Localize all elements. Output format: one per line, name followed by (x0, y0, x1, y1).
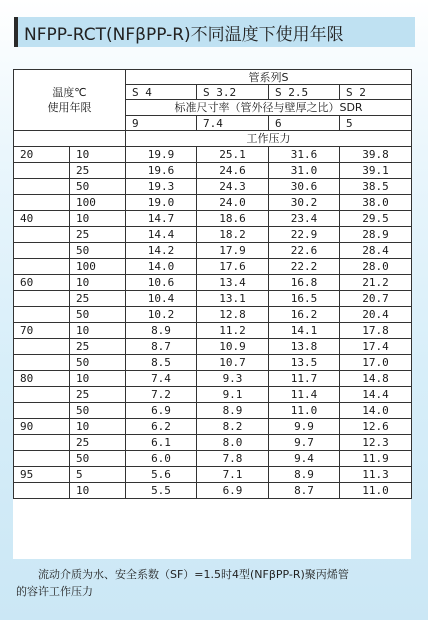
pressure-cell: 10.9 (197, 339, 269, 355)
series-header-row (14, 70, 412, 85)
pressure-cell: 13.4 (197, 275, 269, 291)
pressure-cell: 13.1 (197, 291, 269, 307)
series-cell: S 2.5 (269, 85, 340, 100)
sdr-cell: 7.4 (197, 116, 269, 131)
pressure-cell: 17.6 (197, 259, 269, 275)
pressure-cell: 8.9 (126, 323, 197, 339)
temperature-cell: 40 (14, 211, 70, 227)
pressure-cell: 28.9 (340, 227, 412, 243)
pressure-cell: 14.7 (126, 211, 197, 227)
pressure-cell: 9.3 (197, 371, 269, 387)
table-row (14, 275, 412, 291)
temperature-cell: 95 (14, 467, 70, 483)
pressure-header: 工作压力 (126, 131, 412, 147)
pressure-cell: 22.6 (269, 243, 340, 259)
pressure-cell: 11.0 (269, 403, 340, 419)
pressure-cell: 16.5 (269, 291, 340, 307)
years-cell: 25 (70, 339, 126, 355)
pressure-cell: 8.2 (197, 419, 269, 435)
temperature-cell-empty (14, 259, 70, 275)
pressure-cell: 5.5 (126, 483, 197, 499)
pressure-cell: 9.9 (269, 419, 340, 435)
pressure-cell: 19.3 (126, 179, 197, 195)
years-cell: 10 (70, 371, 126, 387)
pressure-cell: 17.0 (340, 355, 412, 371)
pressure-cell: 24.3 (197, 179, 269, 195)
table-row (14, 147, 412, 163)
table-row (14, 195, 412, 211)
table-row (14, 259, 412, 275)
years-cell: 10 (70, 483, 126, 499)
pressure-table (13, 69, 412, 499)
pressure-cell: 6.1 (126, 435, 197, 451)
series-cell: S 4 (126, 85, 197, 100)
pressure-cell: 5.6 (126, 467, 197, 483)
pressure-cell: 14.0 (340, 403, 412, 419)
years-cell: 50 (70, 243, 126, 259)
pressure-cell: 6.9 (197, 483, 269, 499)
pressure-cell: 11.0 (340, 483, 412, 499)
table-row (14, 243, 412, 259)
pressure-cell: 8.7 (126, 339, 197, 355)
table-row (14, 339, 412, 355)
table-row (14, 227, 412, 243)
pressure-cell: 21.2 (340, 275, 412, 291)
pressure-header-row (14, 131, 412, 147)
pressure-cell: 14.2 (126, 243, 197, 259)
pressure-cell: 39.8 (340, 147, 412, 163)
pressure-cell: 10.6 (126, 275, 197, 291)
pressure-cell: 10.4 (126, 291, 197, 307)
years-cell: 10 (70, 211, 126, 227)
pressure-cell: 30.6 (269, 179, 340, 195)
corner-header-years: 使用年限 (47, 101, 92, 114)
years-cell: 25 (70, 163, 126, 179)
table-row (14, 179, 412, 195)
pressure-cell: 28.4 (340, 243, 412, 259)
years-cell: 10 (70, 147, 126, 163)
temperature-cell-empty (14, 227, 70, 243)
pressure-cell: 25.1 (197, 147, 269, 163)
table-row (14, 307, 412, 323)
years-cell: 100 (70, 195, 126, 211)
years-cell: 5 (70, 467, 126, 483)
pressure-cell: 7.4 (126, 371, 197, 387)
years-cell: 50 (70, 179, 126, 195)
pressure-cell: 38.5 (340, 179, 412, 195)
pressure-cell: 12.8 (197, 307, 269, 323)
pressure-cell: 14.8 (340, 371, 412, 387)
temperature-cell-empty (14, 195, 70, 211)
pressure-cell: 24.0 (197, 195, 269, 211)
pressure-cell: 29.5 (340, 211, 412, 227)
page-title: NFPP-RCT(NFβPP-R)不同温度下使用年限 (24, 24, 344, 45)
pressure-cell: 17.4 (340, 339, 412, 355)
sdr-cell: 9 (126, 116, 197, 131)
table-row (14, 451, 412, 467)
temperature-cell: 20 (14, 147, 70, 163)
pressure-cell: 14.1 (269, 323, 340, 339)
years-cell: 10 (70, 275, 126, 291)
series-header: 管系列S (126, 70, 412, 85)
pressure-cell: 19.9 (126, 147, 197, 163)
temperature-cell: 90 (14, 419, 70, 435)
caption-line-2: 的容许工作压力 (16, 585, 93, 598)
caption-line-1: 流动介质为水、安全系数（SF）=1.5时4型(NFβPP-R)聚丙烯管 (38, 568, 349, 581)
page-title-bar (14, 17, 415, 47)
pressure-cell: 17.8 (340, 323, 412, 339)
pressure-cell: 11.4 (269, 387, 340, 403)
pressure-cell: 7.2 (126, 387, 197, 403)
pressure-cell: 6.9 (126, 403, 197, 419)
pressure-cell: 14.4 (126, 227, 197, 243)
pressure-cell: 14.0 (126, 259, 197, 275)
pressure-cell: 7.1 (197, 467, 269, 483)
pressure-cell: 22.2 (269, 259, 340, 275)
pressure-cell: 9.1 (197, 387, 269, 403)
table-row (14, 323, 412, 339)
series-cell: S 3.2 (197, 85, 269, 100)
table-row (14, 211, 412, 227)
pressure-cell: 19.6 (126, 163, 197, 179)
pressure-cell: 12.6 (340, 419, 412, 435)
pressure-cell: 31.6 (269, 147, 340, 163)
blank-header-cell (14, 131, 126, 147)
temperature-cell-empty (14, 307, 70, 323)
pressure-cell: 7.8 (197, 451, 269, 467)
temperature-cell-empty (14, 403, 70, 419)
temperature-cell: 80 (14, 371, 70, 387)
sdr-header: 标准尺寸率（管外径与壁厚之比）SDR (126, 100, 412, 116)
pressure-cell: 13.5 (269, 355, 340, 371)
pressure-cell: 31.0 (269, 163, 340, 179)
pressure-cell: 11.9 (340, 451, 412, 467)
table-caption (16, 566, 416, 600)
table-row (14, 371, 412, 387)
table-row (14, 483, 412, 499)
years-cell: 10 (70, 323, 126, 339)
years-cell: 50 (70, 403, 126, 419)
pressure-cell: 8.0 (197, 435, 269, 451)
pressure-table-body (14, 70, 412, 499)
pressure-cell: 8.9 (197, 403, 269, 419)
pressure-cell: 28.0 (340, 259, 412, 275)
series-cell: S 2 (340, 85, 412, 100)
pressure-cell: 20.7 (340, 291, 412, 307)
pressure-cell: 9.4 (269, 451, 340, 467)
pressure-cell: 9.7 (269, 435, 340, 451)
years-cell: 50 (70, 451, 126, 467)
pressure-cell: 6.0 (126, 451, 197, 467)
pressure-cell: 13.8 (269, 339, 340, 355)
pressure-cell: 11.7 (269, 371, 340, 387)
temperature-cell-empty (14, 387, 70, 403)
table-row (14, 387, 412, 403)
sdr-cell: 6 (269, 116, 340, 131)
table-row (14, 291, 412, 307)
temperature-cell-empty (14, 163, 70, 179)
pressure-cell: 6.2 (126, 419, 197, 435)
corner-header-cell (14, 70, 126, 131)
pressure-cell: 10.2 (126, 307, 197, 323)
temperature-cell-empty (14, 355, 70, 371)
temperature-cell: 70 (14, 323, 70, 339)
sdr-cell: 5 (340, 116, 412, 131)
temperature-cell-empty (14, 179, 70, 195)
pressure-cell: 8.7 (269, 483, 340, 499)
pressure-cell: 8.5 (126, 355, 197, 371)
table-row (14, 163, 412, 179)
pressure-cell: 8.9 (269, 467, 340, 483)
pressure-cell: 17.9 (197, 243, 269, 259)
table-row (14, 419, 412, 435)
pressure-cell: 16.8 (269, 275, 340, 291)
pressure-cell: 14.4 (340, 387, 412, 403)
temperature-cell-empty (14, 339, 70, 355)
years-cell: 50 (70, 307, 126, 323)
pressure-cell: 11.2 (197, 323, 269, 339)
pressure-cell: 18.6 (197, 211, 269, 227)
temperature-cell-empty (14, 435, 70, 451)
years-cell: 25 (70, 291, 126, 307)
pressure-cell: 10.7 (197, 355, 269, 371)
years-cell: 50 (70, 355, 126, 371)
years-cell: 10 (70, 419, 126, 435)
temperature-cell-empty (14, 451, 70, 467)
pressure-cell: 16.2 (269, 307, 340, 323)
pressure-table-container (13, 69, 411, 559)
table-row (14, 467, 412, 483)
table-row (14, 355, 412, 371)
years-cell: 25 (70, 387, 126, 403)
pressure-cell: 38.0 (340, 195, 412, 211)
temperature-cell: 60 (14, 275, 70, 291)
years-cell: 25 (70, 227, 126, 243)
years-cell: 25 (70, 435, 126, 451)
temperature-cell-empty (14, 483, 70, 499)
pressure-cell: 22.9 (269, 227, 340, 243)
years-cell: 100 (70, 259, 126, 275)
pressure-cell: 24.6 (197, 163, 269, 179)
table-row (14, 403, 412, 419)
pressure-cell: 12.3 (340, 435, 412, 451)
pressure-cell: 30.2 (269, 195, 340, 211)
temperature-cell-empty (14, 291, 70, 307)
pressure-cell: 19.0 (126, 195, 197, 211)
corner-header-temp: 温度℃ (52, 86, 87, 99)
pressure-cell: 23.4 (269, 211, 340, 227)
pressure-cell: 11.3 (340, 467, 412, 483)
pressure-cell: 18.2 (197, 227, 269, 243)
pressure-cell: 20.4 (340, 307, 412, 323)
table-row (14, 435, 412, 451)
pressure-cell: 39.1 (340, 163, 412, 179)
temperature-cell-empty (14, 243, 70, 259)
